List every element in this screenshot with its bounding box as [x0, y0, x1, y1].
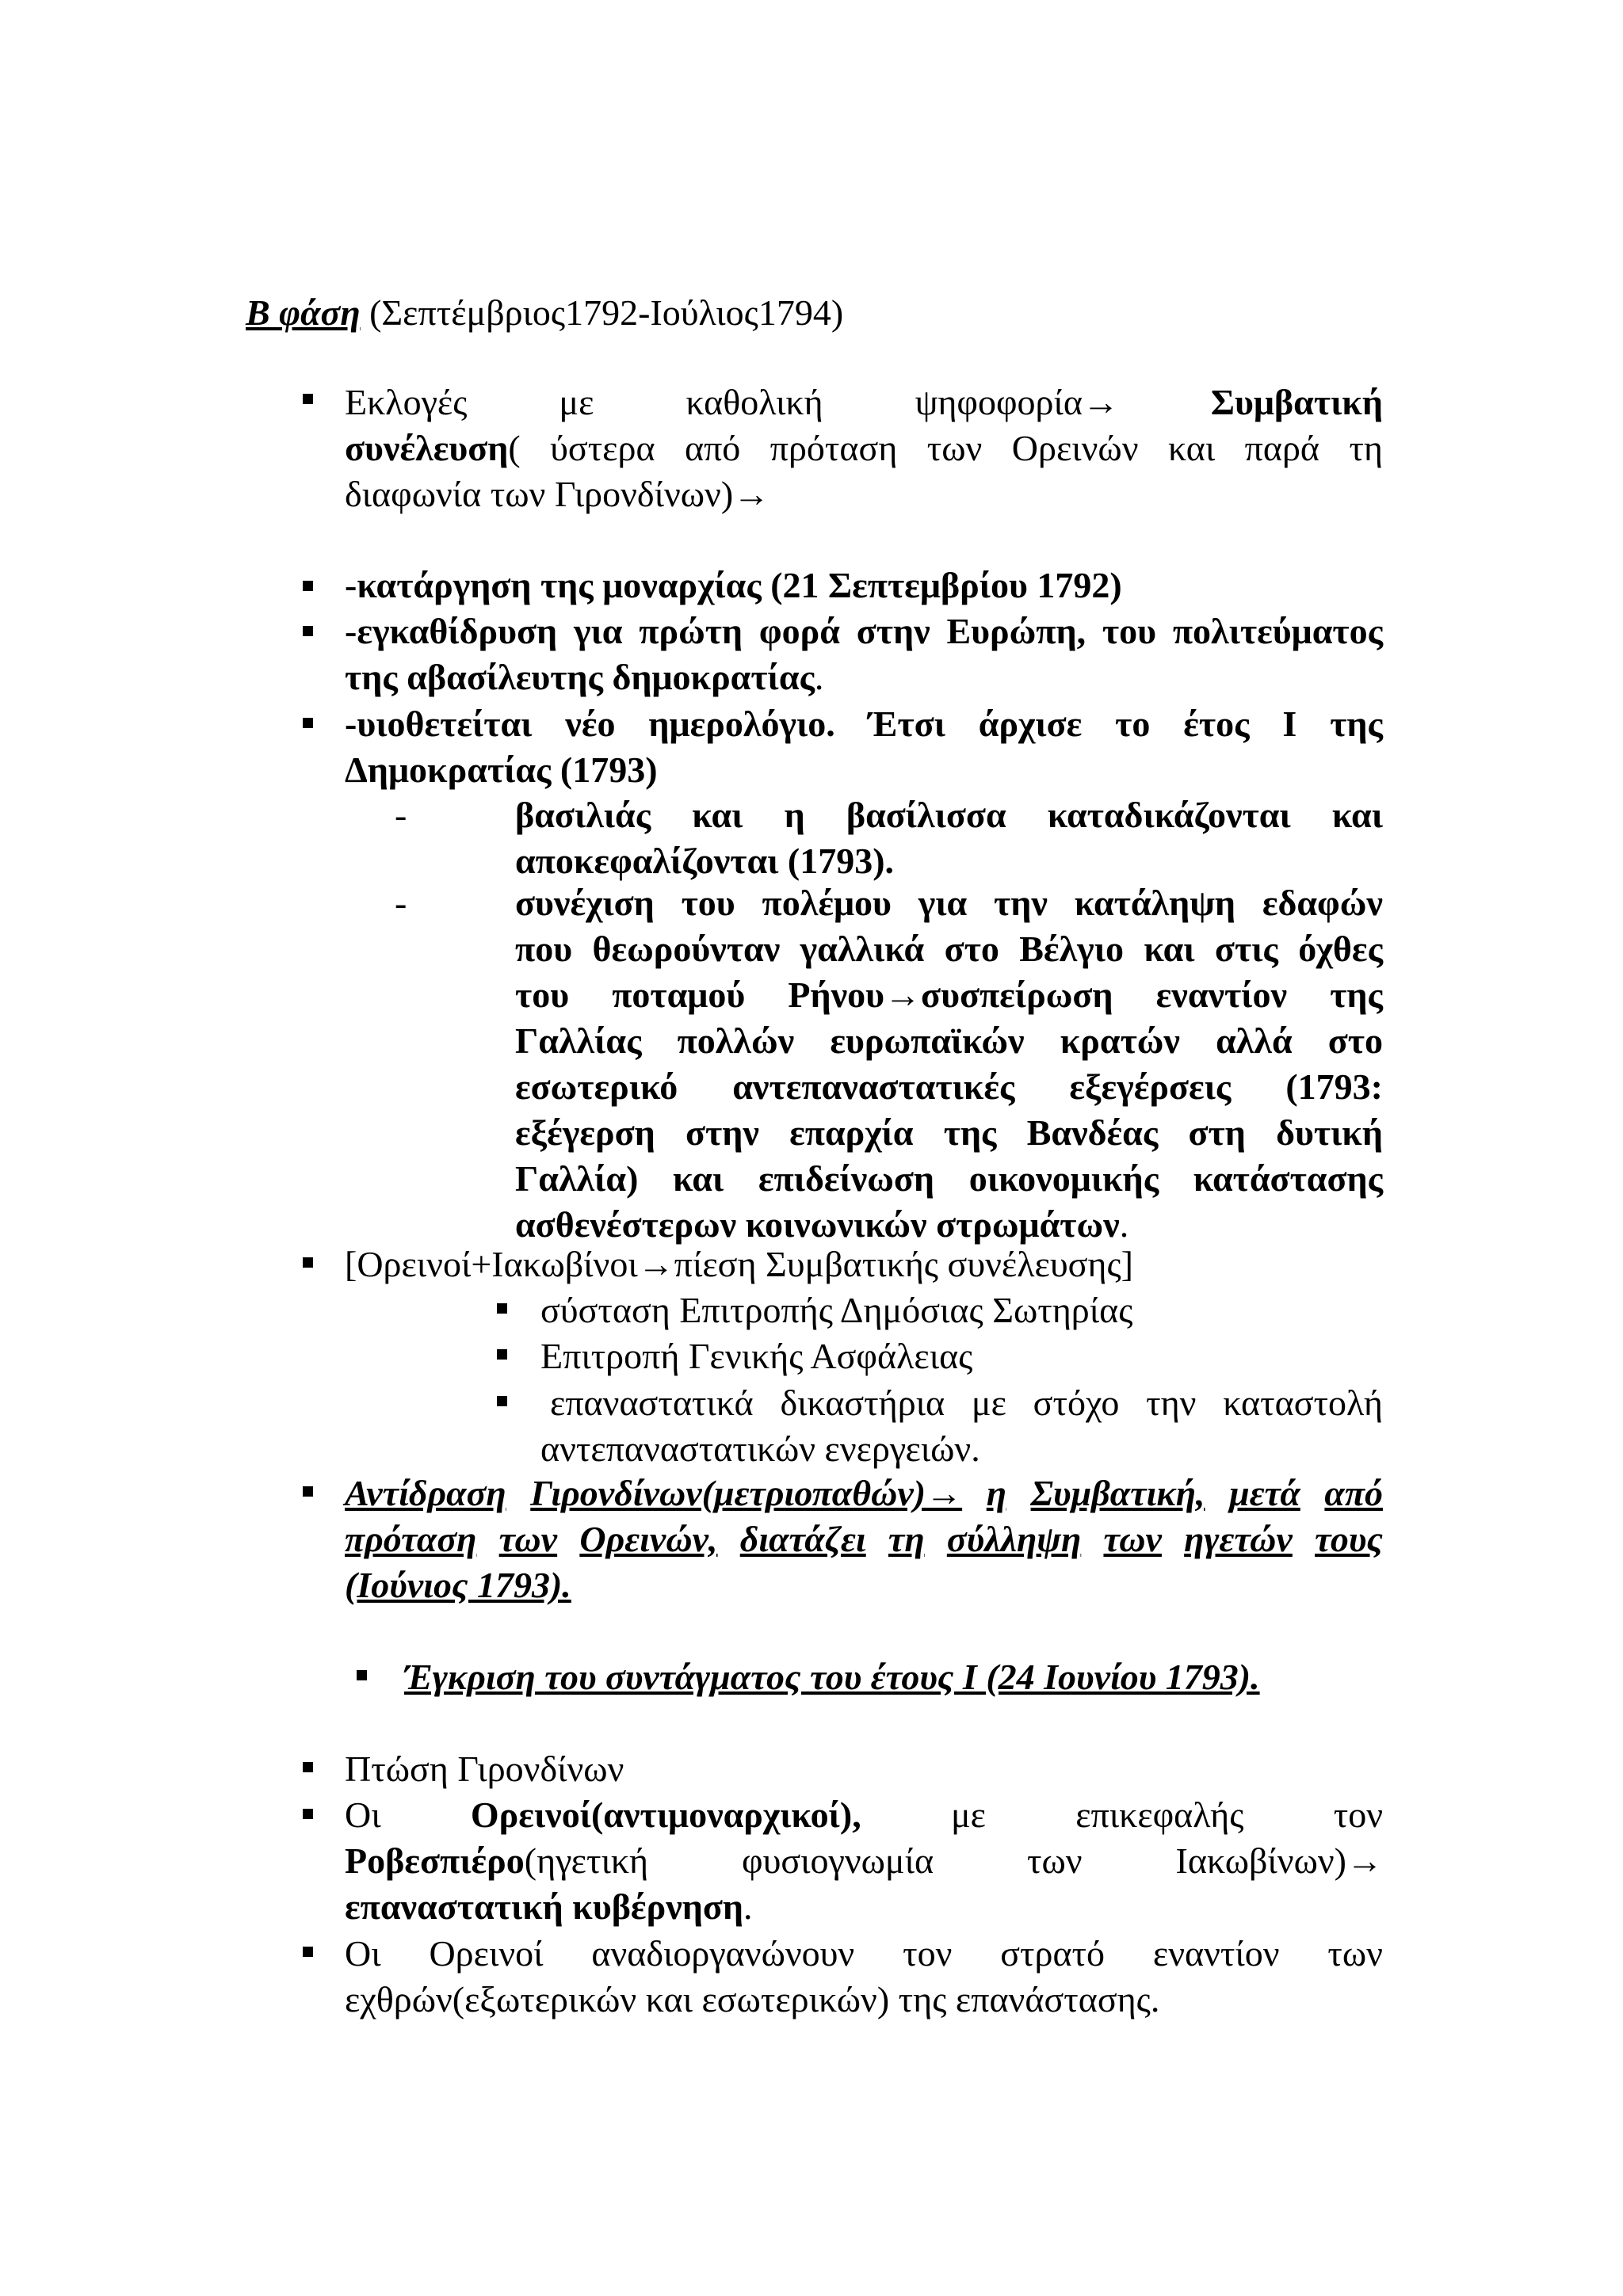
section-heading [246, 290, 843, 336]
word: Ορεινοί(αντιμοναρχικοί), [470, 1794, 861, 1835]
word: Ιακωβίνων)→ [1175, 1840, 1383, 1881]
word: . [814, 657, 824, 697]
text-line [345, 654, 1383, 700]
word: Ορεινοί [429, 1933, 544, 1974]
word: στις [1214, 929, 1278, 969]
bullet-square-icon [303, 581, 313, 591]
word: καταδικάζονται [1047, 795, 1291, 835]
word: των [926, 428, 983, 468]
text-line: Πτώση Γιρονδίνων [345, 1749, 624, 1789]
word: δυτική [1276, 1112, 1383, 1153]
text-line: εχθρών(εξωτερικών και εσωτερικών) της επανάστασης. [345, 1979, 1160, 2019]
phase-dates: (Σεπτέμβριος1792-Ιούλιος1794) [360, 292, 844, 333]
word: που [515, 929, 573, 969]
word: (1793: [1285, 1066, 1383, 1107]
word: Βέλγιο [1019, 929, 1124, 969]
word: εξέγερση [515, 1112, 655, 1153]
word: φορά [758, 611, 840, 651]
word: επιδείνωση [758, 1158, 935, 1199]
word: Ρήνου→συσπείρωση [788, 974, 1113, 1015]
word: εξεγέρσεις [1069, 1066, 1232, 1107]
word: και [1167, 428, 1216, 468]
word: πολιτεύματος [1172, 611, 1383, 651]
text-line [345, 1931, 1383, 1977]
word: πρώτη [639, 611, 743, 651]
text-line: αντεπαναστατικών ενεργειών. [540, 1428, 980, 1469]
text-line: -κατάργηση της μοναρχίας (21 Σεπτεμβρίου 1792) [345, 565, 1122, 605]
word: πρόταση [345, 1519, 477, 1559]
word: των [1103, 1519, 1162, 1559]
bullet-square-icon [497, 1349, 507, 1360]
word: με [971, 1383, 1006, 1423]
text-line [345, 608, 1383, 654]
word: γαλλικά [800, 929, 925, 969]
word: Ορεινών, [579, 1519, 718, 1559]
word: στόχο [1033, 1383, 1120, 1423]
word: του [681, 883, 735, 923]
word: -εγκαθίδρυση [345, 611, 558, 651]
text-line: διαφωνία των Γιρονδίνων)→ [345, 474, 770, 514]
text-line [345, 425, 1383, 471]
word: παρά [1244, 428, 1320, 468]
word: Αντίδραση [345, 1473, 506, 1513]
word: διατάζει [739, 1519, 866, 1559]
word: Βανδέας [1026, 1112, 1159, 1153]
word: από [684, 428, 741, 468]
text-line: Δημοκρατίας (1793) [345, 749, 658, 790]
text-line [515, 972, 1383, 1018]
word: στρατό [1000, 1933, 1106, 1974]
word: εναντίον [1155, 974, 1288, 1015]
word: των [498, 1519, 558, 1559]
word: αναδιοργανώνουν [591, 1933, 855, 1974]
text-line [515, 1064, 1383, 1110]
word: . [1119, 1204, 1129, 1245]
word: Γαλλία) [515, 1158, 639, 1199]
text-line: [Ορεινοί+Ιακωβίνοι→πίεση Συμβατικής συνέλευσης] [345, 1244, 1133, 1284]
word: φυσιογνωμία [742, 1840, 934, 1881]
text-line: σύσταση Επιτροπής Δημόσιας Σωτηρίας [540, 1290, 1133, 1330]
word: συνέλευση [345, 428, 509, 468]
word: ηγετών [1184, 1519, 1293, 1559]
text-line [550, 1380, 1383, 1426]
word: Ροβεσπιέρο [345, 1840, 525, 1881]
word: ψηφοφορία→ [915, 382, 1119, 422]
word: της [1330, 974, 1383, 1015]
word: στο [1327, 1020, 1383, 1061]
word: στην [856, 611, 930, 651]
word: του [1102, 611, 1156, 651]
word: εναντίον [1152, 1933, 1280, 1974]
bullet-square-icon [303, 394, 313, 404]
word: η [986, 1473, 1006, 1513]
word: οικονομικής [968, 1158, 1159, 1199]
word: άρχισε [978, 704, 1083, 744]
word: Ευρώπη, [946, 611, 1086, 651]
word: η [784, 795, 805, 835]
text-line [345, 1884, 1383, 1930]
word: Έτσι [868, 704, 945, 744]
word: κατάληψη [1074, 883, 1235, 923]
bullet-square-icon [303, 1947, 313, 1957]
word: Οι [345, 1933, 381, 1974]
bullet-square-icon [357, 1670, 367, 1680]
word: Οι [345, 1794, 381, 1835]
word: αντεπαναστατικές [732, 1066, 1015, 1107]
word: βασιλιάς [515, 795, 651, 835]
word: και [1144, 929, 1195, 969]
text-line [515, 1156, 1383, 1202]
word: το [1115, 704, 1151, 744]
word: Ι [1282, 704, 1297, 744]
word: για [918, 883, 968, 923]
word: και [673, 1158, 724, 1199]
word: την [1146, 1383, 1197, 1423]
word: των [1027, 1840, 1083, 1881]
word: τη [888, 1519, 925, 1559]
word: ποταμού [612, 974, 746, 1015]
dash-mark: - [395, 795, 407, 835]
word: εδαφών [1262, 883, 1383, 923]
word: πολέμου [762, 883, 892, 923]
word: καταστολή [1223, 1383, 1383, 1423]
word: επαναστατική κυβέρνηση [345, 1886, 744, 1927]
text-line [345, 1792, 1383, 1838]
word: στο [944, 929, 999, 969]
word: -υιοθετείται [345, 704, 533, 744]
word: στη [1188, 1112, 1246, 1153]
word: τους [1315, 1519, 1383, 1559]
bullet-square-icon [303, 1809, 313, 1819]
bullet-square-icon [497, 1396, 507, 1406]
word: ημερολόγιο. [648, 704, 835, 744]
word: συνέχιση [515, 883, 655, 923]
text-line [515, 880, 1383, 926]
text-line [345, 1470, 1383, 1516]
text-line [515, 792, 1383, 838]
word: την [994, 883, 1048, 923]
bullet-square-icon [497, 1303, 507, 1314]
text-line: Επιτροπή Γενικής Ασφάλειας [540, 1336, 973, 1376]
text-line: (Ιούνιος 1793). [345, 1565, 571, 1605]
word: . [743, 1886, 753, 1927]
word: Συμβατική [1210, 382, 1383, 422]
bullet-square-icon [303, 1486, 313, 1497]
word: μετά [1229, 1473, 1300, 1513]
text-line: αποκεφαλίζονται (1793). [515, 841, 895, 881]
word: εσωτερικό [515, 1066, 678, 1107]
word: καθολική [685, 382, 823, 422]
text-line [345, 701, 1383, 747]
word: στην [685, 1112, 759, 1153]
word: Γαλλίας [515, 1020, 642, 1061]
word: βασίλισσα [846, 795, 1006, 835]
word: Συμβατική, [1030, 1473, 1205, 1513]
text-line [515, 1018, 1383, 1064]
text-line [345, 379, 1383, 425]
word: δικαστήρια [780, 1383, 945, 1423]
word: επαναστατικά [550, 1383, 754, 1423]
word: επικεφαλής [1075, 1794, 1244, 1835]
word: Ορεινών [1011, 428, 1139, 468]
word: σύλληψη [946, 1519, 1082, 1559]
word: για [574, 611, 623, 651]
word: (ηγετική [524, 1840, 649, 1881]
word: και [1331, 795, 1383, 835]
word: Γιρονδίνων(μετριοπαθών)→ [530, 1473, 963, 1513]
word: με [950, 1794, 986, 1835]
dash-mark: - [395, 883, 407, 923]
bullet-square-icon [303, 1257, 313, 1268]
word: ασθενέστερων κοινωνικών στρωμάτων [515, 1204, 1120, 1245]
word: τη [1349, 428, 1383, 468]
word: της [943, 1112, 997, 1153]
word: κατάστασης [1193, 1158, 1383, 1199]
word: αλλά [1216, 1020, 1293, 1061]
word: της αβασίλευτης δημοκρατίας [345, 657, 815, 697]
word: Εκλογές [345, 382, 468, 422]
word: από [1324, 1473, 1383, 1513]
word: επαρχία [789, 1112, 914, 1153]
word: και [692, 795, 743, 835]
word: πολλών [677, 1020, 795, 1061]
bullet-square-icon [303, 626, 313, 636]
word: της [1330, 704, 1383, 744]
word: όχθες [1298, 929, 1383, 969]
text-line [515, 1110, 1383, 1156]
word: έτος [1183, 704, 1250, 744]
word: νέο [565, 704, 616, 744]
word: θεωρούνταν [592, 929, 781, 969]
text-line [345, 1838, 1383, 1884]
word: ( [508, 428, 521, 468]
word: πρόταση [769, 428, 898, 468]
word: των [1327, 1933, 1383, 1974]
text-line [345, 1516, 1383, 1562]
word: ύστερα [550, 428, 655, 468]
bullet-square-icon [303, 1762, 313, 1772]
bullet-square-icon [303, 718, 313, 728]
word: του [515, 974, 570, 1015]
word: τον [1333, 1794, 1383, 1835]
word: με [559, 382, 594, 422]
text-line: Έγκριση του συντάγματος του έτους Ι (24 Ιουνίου 1793). [404, 1657, 1260, 1697]
phase-title: Β φάση [246, 292, 361, 333]
word: ευρωπαϊκών [830, 1020, 1025, 1061]
word: τον [903, 1933, 953, 1974]
text-line [515, 926, 1383, 972]
word: κρατών [1060, 1020, 1180, 1061]
